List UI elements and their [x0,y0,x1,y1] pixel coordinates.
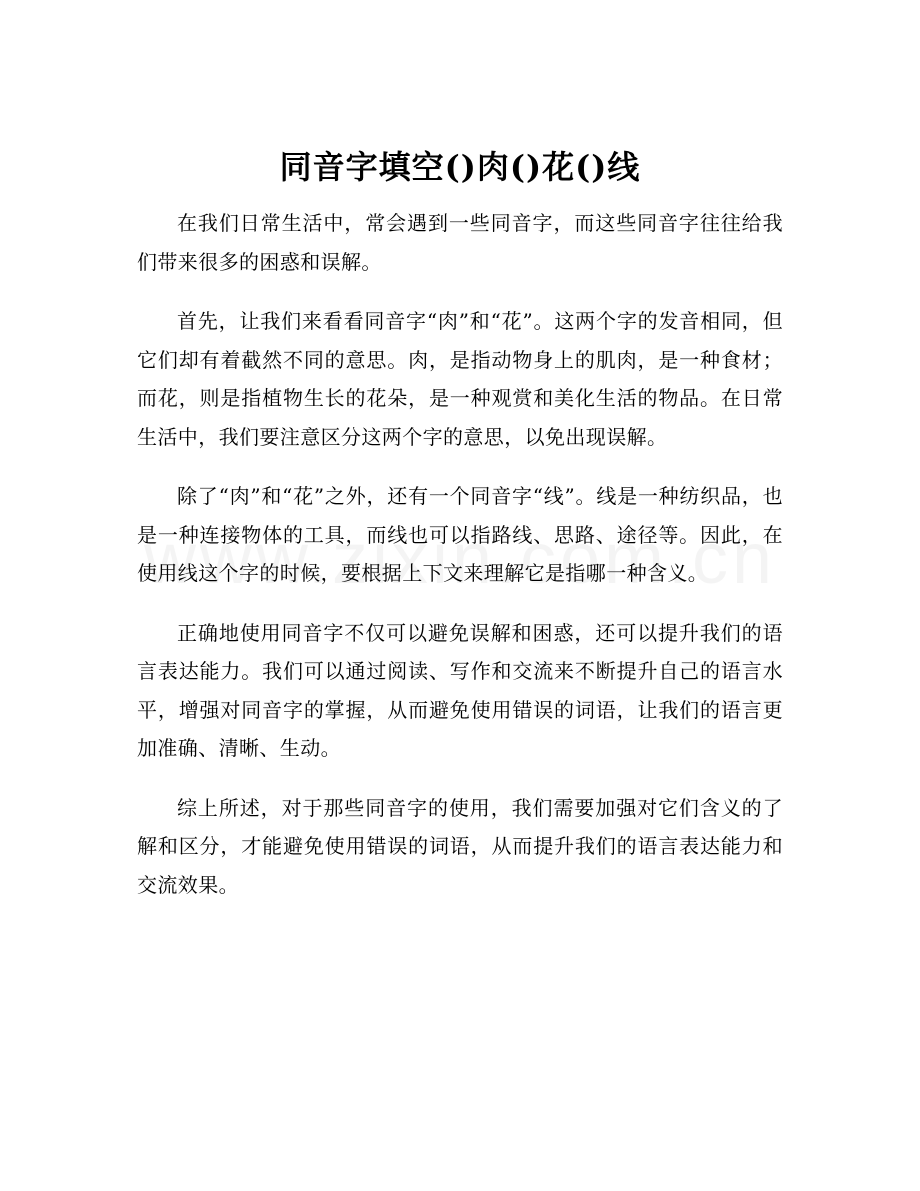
paragraph-1: 在我们日常生活中，常会遇到一些同音字，而这些同音字往往给我们带来很多的困惑和误解。 [137,211,783,274]
paragraph-2: 首先，让我们来看看同音字“肉”和“花”。这两个字的发音相同，但它们却有着截然不同的意思。肉，是指动物身上的肌肉，是一种食材；而花，则是指植物生长的花朵，是一种观赏和美化生活的物品。在日常生活中，我们要注意区分这两个字的意思，以免出现误解。 [137,309,783,449]
paragraph-4: 正确地使用同音字不仅可以避免误解和困惑，还可以提升我们的语言表达能力。我们可以通过阅读、写作和交流来不断提升自己的语言水平，增强对同音字的掌握，从而避免使用错误的词语，让我们的语言更加准确、清晰、生动。 [137,620,783,760]
paragraph-5: 综上所述，对于那些同音字的使用，我们需要加强对它们含义的了解和区分，才能避免使用错误的词语，从而提升我们的语言表达能力和交流效果。 [137,795,783,897]
document-title: 同音字填空()肉()花()线 [279,148,641,186]
paragraph-3: 除了“肉”和“花”之外，还有一个同音字“线”。线是一种纺织品，也是一种连接物体的工具，而线也可以指路线、思路、途径等。因此，在使用线这个字的时候，要根据上下文来理解它是指哪一种含义。 [137,484,783,585]
document-body [137,204,783,925]
